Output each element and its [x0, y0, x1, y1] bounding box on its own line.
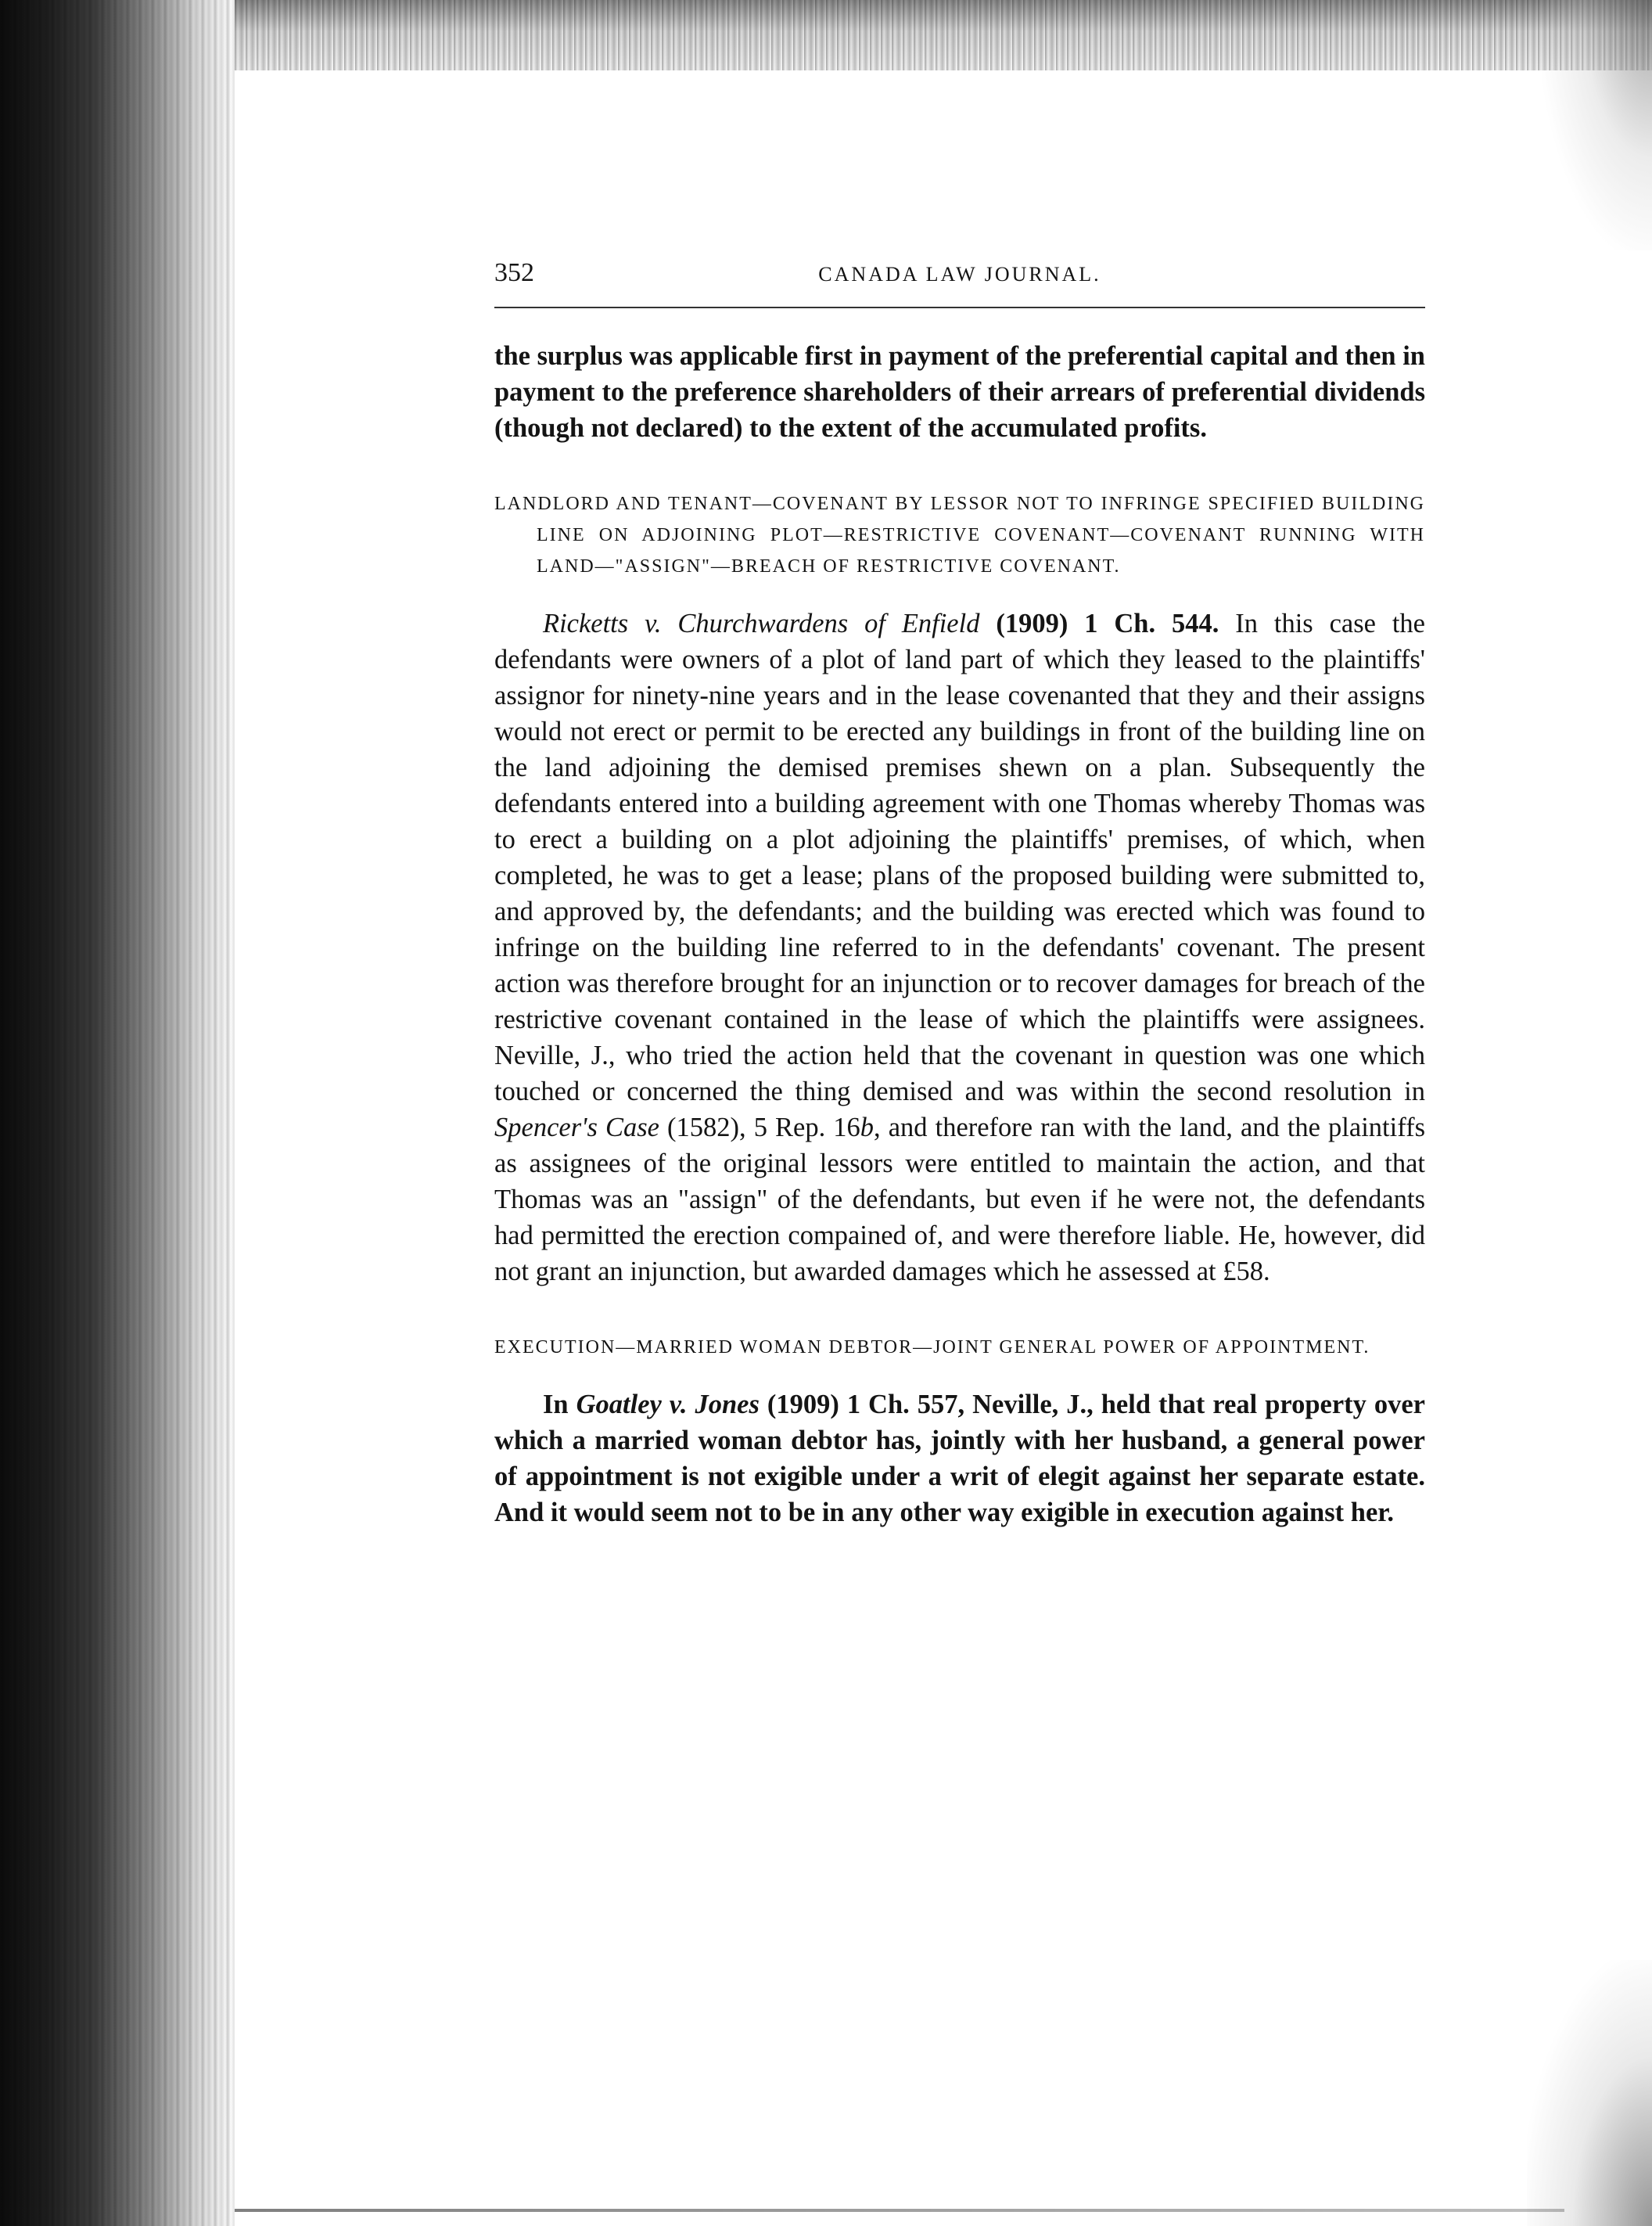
case-citation: (1909) 1 Ch. 544.	[979, 609, 1236, 638]
case-intro: In	[543, 1390, 576, 1419]
case-body: (1909) 1 Ch. 557, Neville, J., held that real property over which a married woman debtor has, jointly with her husband, a general power of appointment is not exigible under a writ of elegit against her separate estate. And it would seem not to be in any other way exigible in execution against her.	[494, 1390, 1425, 1527]
case-name-goatley: Goatley v. Jones	[576, 1390, 760, 1419]
scan-bottom-right-corner	[1527, 1960, 1652, 2226]
header-rule	[494, 307, 1425, 308]
case-body-part1: In this case the defendants were owners of a plot of land part of which they leased to the plaintiffs' assignor for ninety-nine years and in the lease covenanted that they and their assigns would not erect or permit to be erected any buildings in front of the building line on the land adjoining the demised premises shewn on a plan. Subsequently the defendants entered into a building agreement with one Thomas whereby Thomas was to erect a building on a plot adjoining the plaintiffs' premises, of which, when completed, he was to get a lease; plans of the proposed building were submitted to, and approved by, the defendants; and the building was erected which was found to infringe on the building line referred to in the defendants' covenant. The present action was therefore brought for an injunction or to recover damages for breach of the restrictive covenant contained in the lease of which the plaintiffs were assignees. Neville, J., who tried the action held that the covenant in question was one which touched or concerned the thing demised and was within the second resolution in	[494, 609, 1425, 1106]
section-heading-text: LANDLORD AND TENANT—COVENANT BY LESSOR NOT TO INFRINGE SPECIFIED BUILDING LINE ON ADJOINING PLOT—RESTRICTIVE COVENANT—COVENANT RUNNING WITH LAND—"ASSIGN"—BREACH OF RESTRICTIVE COVENANT.	[494, 494, 1425, 577]
opening-paragraph: the surplus was applicable first in payment of the preferential capital and then in payment to the preference shareholders of their arrears of preferential dividends (though not declared) to the extent of the accumulated profits.	[494, 341, 1425, 443]
page-header	[494, 258, 1425, 305]
cited-case-spencer: Spencer's Case	[494, 1113, 659, 1142]
case-name-ricketts: Ricketts v. Churchwardens of Enfield	[543, 609, 980, 638]
scan-top-edge	[235, 0, 1652, 70]
scan-bottom-edge	[235, 2209, 1564, 2212]
page-number: 352	[494, 258, 534, 287]
running-title: CANADA LAW JOURNAL.	[818, 263, 1101, 286]
case-body-citation: (1582), 5 Rep. 16	[659, 1113, 860, 1142]
case-paragraph-ricketts	[494, 606, 1425, 1289]
section-heading-landlord-tenant	[494, 488, 1425, 582]
scan-top-right-corner	[1542, 0, 1652, 250]
book-gutter-shadow	[0, 0, 235, 2226]
section-heading-text: EXECUTION—MARRIED WOMAN DEBTOR—JOINT GENERAL POWER OF APPOINTMENT.	[494, 1337, 1370, 1358]
case-paragraph-goatley	[494, 1386, 1425, 1530]
case-body-part2: , and therefore ran with the land, and the plaintiffs as assignees of the original lessors were entitled to maintain the action, and that Thomas was an "assign" of the defendants, but even if he were not, the defendants had permitted the erection compained of, and were therefore liable. He, however, did not grant an injunction, but awarded damages which he assessed at £58.	[494, 1113, 1425, 1286]
section-heading-execution	[494, 1332, 1425, 1363]
case-body-citation-suffix: b	[860, 1113, 874, 1142]
journal-page	[494, 258, 1425, 1530]
